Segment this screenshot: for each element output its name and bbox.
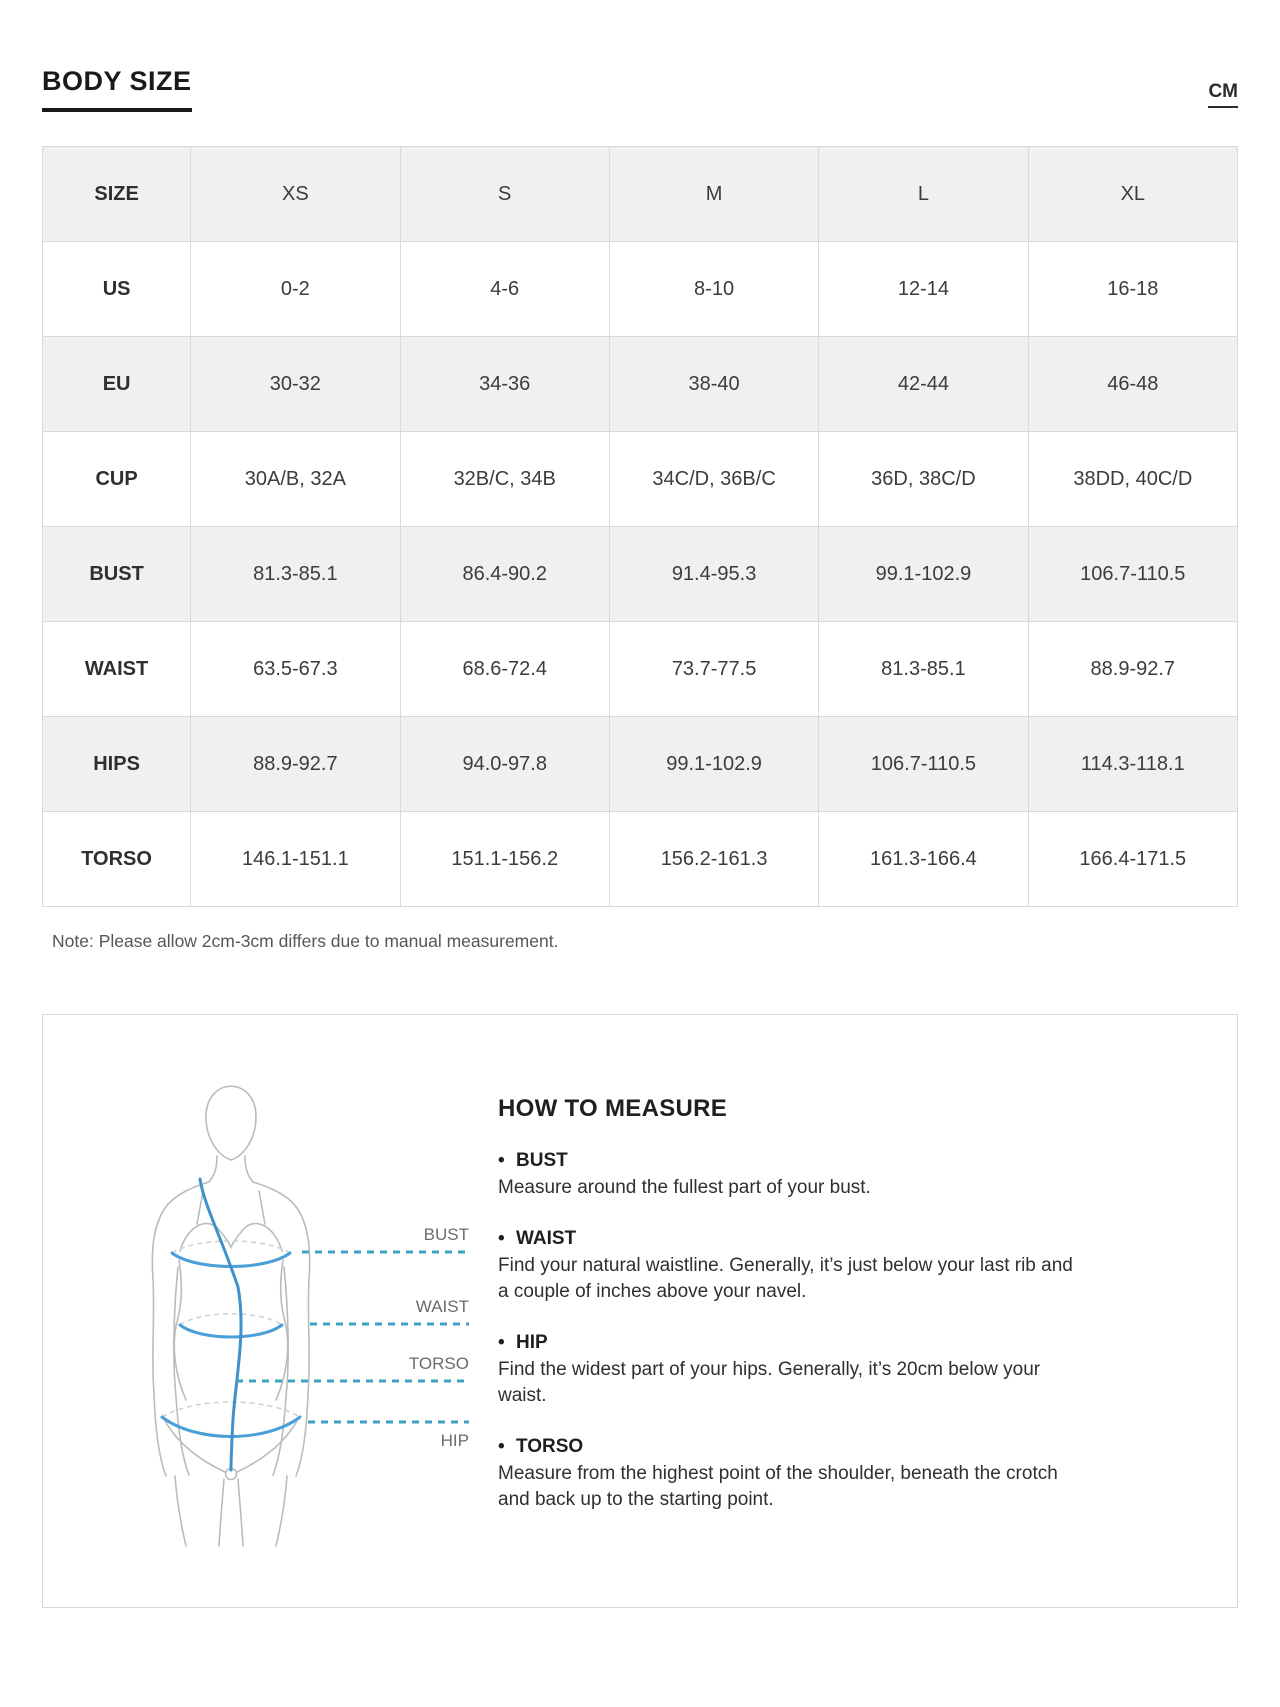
table-header-row bbox=[43, 147, 1238, 242]
column-header: XL bbox=[1028, 147, 1237, 242]
row-label: US bbox=[43, 242, 191, 337]
diagram-label-hip: HIP bbox=[440, 1431, 469, 1450]
row-label: TORSO bbox=[43, 812, 191, 907]
table-row bbox=[43, 527, 1238, 622]
diagram-label-bust: BUST bbox=[423, 1225, 469, 1244]
size-cell: 38DD, 40C/D bbox=[1028, 432, 1237, 527]
bullet-icon: • bbox=[498, 1228, 505, 1249]
instruction-text: Measure from the highest point of the shoulder, beneath the crotch and back up to the starting point. bbox=[498, 1463, 1058, 1510]
column-header: S bbox=[400, 147, 609, 242]
instruction-bust bbox=[498, 1150, 1138, 1201]
size-cell: 0-2 bbox=[191, 242, 400, 337]
column-header: XS bbox=[191, 147, 400, 242]
size-cell: 42-44 bbox=[819, 337, 1028, 432]
size-cell: 106.7-110.5 bbox=[1028, 527, 1237, 622]
size-cell: 166.4-171.5 bbox=[1028, 812, 1237, 907]
instruction-title: • WAIST bbox=[498, 1228, 577, 1249]
column-header: L bbox=[819, 147, 1028, 242]
instruction-hip bbox=[498, 1332, 1138, 1409]
size-cell: 81.3-85.1 bbox=[819, 622, 1028, 717]
size-cell: 91.4-95.3 bbox=[609, 527, 818, 622]
size-cell: 30A/B, 32A bbox=[191, 432, 400, 527]
instruction-torso bbox=[498, 1436, 1138, 1513]
size-cell: 81.3-85.1 bbox=[191, 527, 400, 622]
row-label: HIPS bbox=[43, 717, 191, 812]
row-label: WAIST bbox=[43, 622, 191, 717]
size-cell: 38-40 bbox=[609, 337, 818, 432]
column-header: SIZE bbox=[43, 147, 191, 242]
size-cell: 94.0-97.8 bbox=[400, 717, 609, 812]
table-row bbox=[43, 812, 1238, 907]
column-header: M bbox=[609, 147, 818, 242]
size-cell: 34C/D, 36B/C bbox=[609, 432, 818, 527]
instruction-title: • TORSO bbox=[498, 1436, 584, 1457]
row-label: EU bbox=[43, 337, 191, 432]
bullet-icon: • bbox=[498, 1150, 505, 1171]
measurement-note: Note: Please allow 2cm-3cm differs due to manual measurement. bbox=[52, 931, 559, 951]
table-row bbox=[43, 432, 1238, 527]
body-measurement-diagram bbox=[96, 1055, 486, 1575]
instruction-title: • HIP bbox=[498, 1332, 548, 1353]
size-cell: 88.9-92.7 bbox=[191, 717, 400, 812]
instruction-text: Find the widest part of your hips. Generally, it’s 20cm below your waist. bbox=[498, 1359, 1041, 1406]
measure-heading: HOW TO MEASURE bbox=[498, 1095, 728, 1122]
how-to-measure-panel bbox=[42, 1014, 1238, 1608]
size-cell: 30-32 bbox=[191, 337, 400, 432]
size-cell: 68.6-72.4 bbox=[400, 622, 609, 717]
size-cell: 16-18 bbox=[1028, 242, 1237, 337]
size-cell: 73.7-77.5 bbox=[609, 622, 818, 717]
table-row bbox=[43, 242, 1238, 337]
header bbox=[42, 0, 1238, 112]
table-row bbox=[43, 622, 1238, 717]
size-cell: 63.5-67.3 bbox=[191, 622, 400, 717]
size-cell: 36D, 38C/D bbox=[819, 432, 1028, 527]
bullet-icon: • bbox=[498, 1332, 505, 1353]
instruction-text: Find your natural waistline. Generally, it’s just below your last rib and a couple of inches above your navel. bbox=[498, 1255, 1073, 1302]
bullet-icon: • bbox=[498, 1436, 505, 1457]
instruction-text: Measure around the fullest part of your bust. bbox=[498, 1177, 871, 1198]
size-cell: 8-10 bbox=[609, 242, 818, 337]
size-cell: 32B/C, 34B bbox=[400, 432, 609, 527]
row-label: BUST bbox=[43, 527, 191, 622]
instruction-waist bbox=[498, 1228, 1138, 1305]
size-cell: 151.1-156.2 bbox=[400, 812, 609, 907]
unit-label: CM bbox=[1208, 81, 1238, 108]
row-label: CUP bbox=[43, 432, 191, 527]
size-cell: 161.3-166.4 bbox=[819, 812, 1028, 907]
table-row bbox=[43, 717, 1238, 812]
size-cell: 88.9-92.7 bbox=[1028, 622, 1237, 717]
page-title: BODY SIZE bbox=[42, 66, 192, 112]
size-table bbox=[42, 146, 1238, 907]
size-cell: 34-36 bbox=[400, 337, 609, 432]
size-cell: 4-6 bbox=[400, 242, 609, 337]
size-cell: 99.1-102.9 bbox=[609, 717, 818, 812]
size-cell: 156.2-161.3 bbox=[609, 812, 818, 907]
size-cell: 99.1-102.9 bbox=[819, 527, 1028, 622]
table-row bbox=[43, 337, 1238, 432]
size-cell: 146.1-151.1 bbox=[191, 812, 400, 907]
size-cell: 114.3-118.1 bbox=[1028, 717, 1237, 812]
instruction-title: • BUST bbox=[498, 1150, 568, 1171]
diagram-label-torso: TORSO bbox=[408, 1354, 469, 1373]
size-cell: 12-14 bbox=[819, 242, 1028, 337]
size-cell: 46-48 bbox=[1028, 337, 1237, 432]
size-cell: 86.4-90.2 bbox=[400, 527, 609, 622]
size-cell: 106.7-110.5 bbox=[819, 717, 1028, 812]
measure-instructions bbox=[498, 1095, 1138, 1513]
diagram-label-waist: WAIST bbox=[415, 1297, 469, 1316]
